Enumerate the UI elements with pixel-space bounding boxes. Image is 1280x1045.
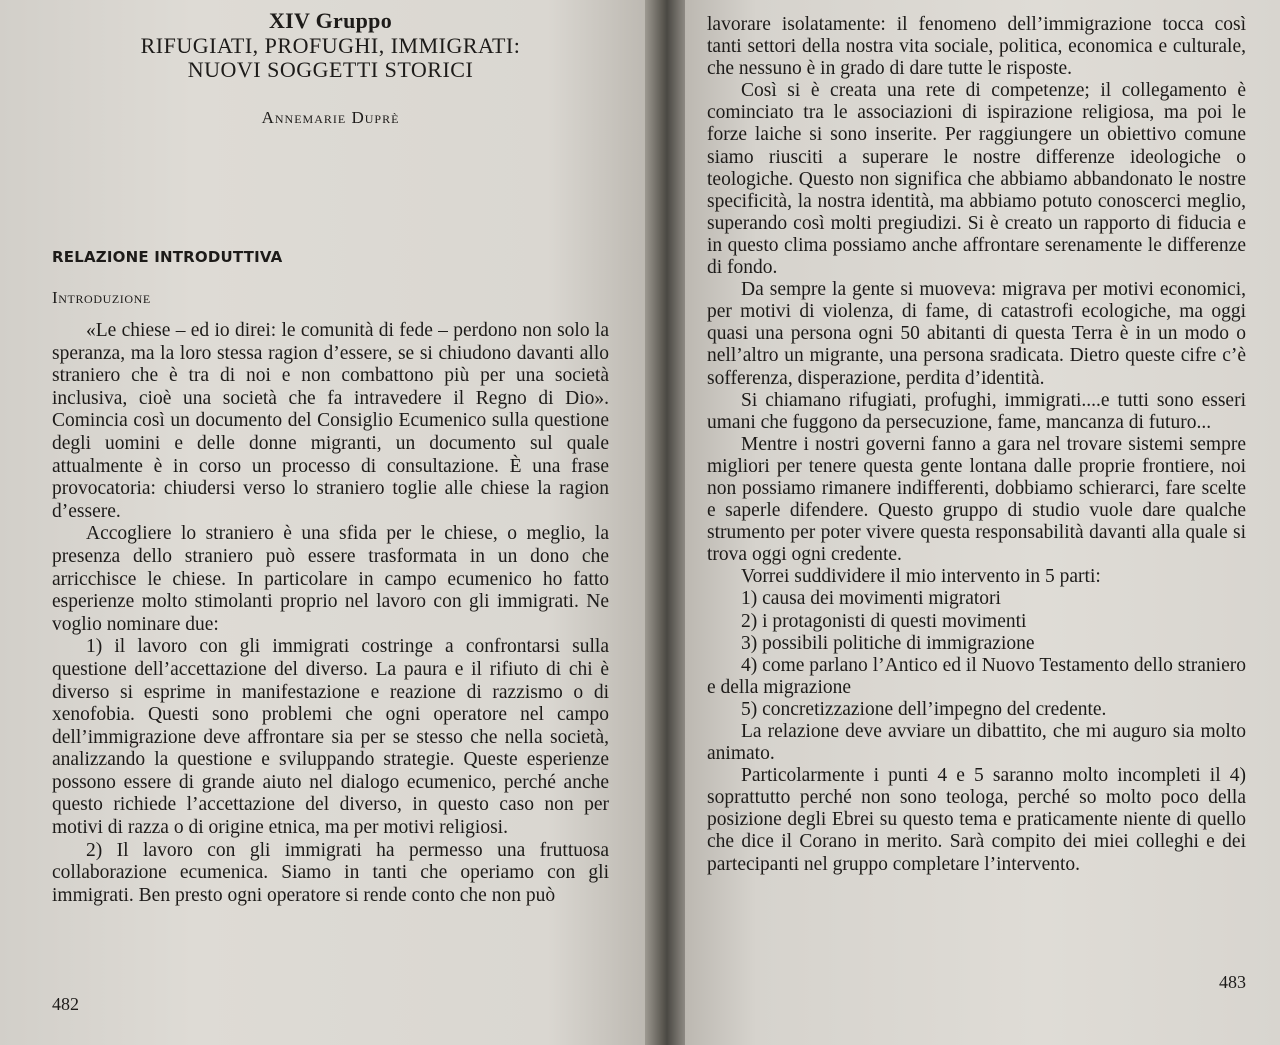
author-name: Annemarie Duprè [261,108,400,127]
paragraph: 2) Il lavoro con gli immigrati ha permesso una fruttuosa collaborazione ecumenica. Siamo in tanti che operiamo con gli immigrati. Ben presto ogni operatore si rende conto che non può [52,839,609,906]
page-number: 483 [1219,972,1246,992]
paragraph: Accogliere lo straniero è una sfida per le chiese, o meglio, la presenza dello straniero può essere trasformata in un dono che arricchisce le chiese. In particolare in campo ecumenico ho fatto esperienze molto stimolanti proprio nel lavoro con gli immigrati. Ne voglio nominare due: [52,523,609,635]
list-item: 2) i protagonisti di questi movimenti [741,610,1027,632]
book-gutter [645,0,685,1045]
paragraph: Particolarmente i punti 4 e 5 saranno molto incompleti il 4) soprattutto perché non sono teologa, perché so molto poco della posizione degli Ebrei su questo tema e praticamente niente di quello che dice il Corano in merito. Sarà compito dei miei colleghi e dei partecipanti nel gruppo completare l’intervento. [707,765,1246,875]
chapter-header [52,8,609,128]
paragraph: Da sempre la gente si muoveva: migrava per motivi economici, per motivi di violenza, di fame, di catastrofi ecologiche, ma oggi quasi una persona ogni 50 abitanti di questa Terra è in un modo o nell’altro un migrante, una persona sradicata. Dietro queste cifre c’è sofferenza, disperazione, perdita d’identità. [707,279,1246,389]
paragraph: Mentre i nostri governi fanno a gara nel trovare sistemi sempre migliori per tenere questa gente lontana dalle proprie frontiere, noi non possiamo rimanere indifferenti, dobbiamo schierarci, fare scelte e saperle difendere. Questo gruppo di studio vuole dare qualche strumento per poter vivere questa responsabilità davanti alla quale si trova oggi ogni credente. [707,433,1246,566]
list-item: 4) come parlano l’Antico ed il Nuovo Testamento dello straniero e della migrazione [707,654,1246,698]
right-page [685,0,1280,1045]
section-heading: RELAZIONE INTRODUTTIVA [52,248,283,266]
list-item: 1) causa dei movimenti migratori [741,588,1001,610]
paragraph: 1) il lavoro con gli immigrati costringe a confrontarsi sulla questione dell’accettazione del diverso. La paura e il rifiuto di chi è diverso si esprime in manifestazione e reazione di razzismo o di xenofobia. Questi sono problemi che ogni operatore nel campo dell’immigrazione deve affrontare sia per se stesso che nella società, analizzando la questione e sviluppando strategie. Queste esperienze possono essere di grande aiuto nel dialogo ecumenico, perché anche questo richiede l’accettazione del diverso, in questo caso non per motivi di razza o di origine etnica, ma per motivi religiosi. [52,636,609,839]
subheading: Introduzione [52,288,151,307]
left-body-text [52,320,609,907]
right-body-text [707,14,1246,876]
paragraph: La relazione deve avviare un dibattito, che mi auguro sia molto animato. [707,721,1246,765]
list-item: 5) concretizzazione dell’impegno del credente. [741,698,1107,720]
paragraph: Così si è creata una rete di competenze; il collegamento è cominciato tra le associazioni di ispirazione religiosa, ma poi le forze laiche si sono inserite. Per raggiungere un obiettivo comune siamo riusciti a superare le nostre differenze ideologiche o teologiche. Questo non significa che abbiamo abbandonato le nostre specificità, la nostra identità, ma abbiamo potuto conoscerci meglio, superando così molti pregiudizi. Si è creato un rapporto di fiducia e in questo clima possiamo anche affrontare serenamente le differenze di fondo. [707,80,1246,279]
group-label: XIV Gruppo [268,8,393,33]
page-number: 482 [52,994,79,1014]
chapter-title-line-2: NUOVI SOGGETTI STORICI [187,57,474,82]
paragraph: «Le chiese – ed io direi: le comunità di fede – perdono non solo la speranza, ma la loro stessa ragion d’essere, se si chiudono davanti allo straniero che è tra di noi e non combattono più per una società inclusiva, cioè una società che fa intravedere il Regno di Dio». Comincia così un documento del Consiglio Ecumenico sulla questione degli uomini e delle donne migranti, un documento sul quale attualmente è in corso un processo di consultazione. È una frase provocatoria: chiudersi verso lo straniero toglie alle chiese la ragion d’essere. [52,320,609,522]
paragraph: Vorrei suddividere il mio intervento in 5 parti: [741,566,1101,588]
chapter-title-line-1: RIFUGIATI, PROFUGHI, IMMIGRATI: [140,33,521,58]
paragraph: lavorare isolatamente: il fenomeno dell’immigrazione tocca così tanti settori della nostra vita sociale, politica, economica e culturale, che nessuno è in grado di dare tutte le risposte. [707,14,1246,80]
paragraph: Si chiamano rifugiati, profughi, immigrati....e tutti sono esseri umani che fuggono da persecuzione, fame, mancanza di futuro... [707,389,1246,433]
list-item: 3) possibili politiche di immigrazione [741,632,1035,654]
